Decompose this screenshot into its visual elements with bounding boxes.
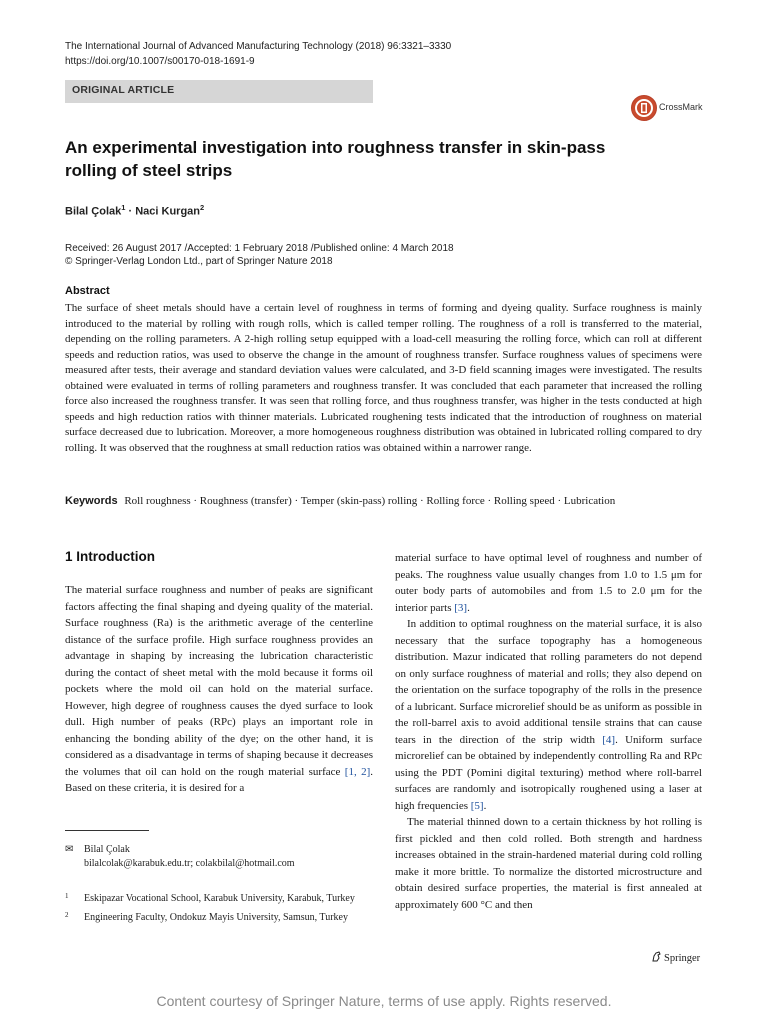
author-name[interactable]: Bilal Çolak	[65, 205, 122, 218]
affiliation-text: Engineering Faculty, Ondokuz Mayis University, Samsun, Turkey	[84, 912, 348, 923]
author-separator: ·	[125, 205, 136, 218]
affiliation-text: Eskipazar Vocational School, Karabuk University, Karabuk, Turkey	[84, 893, 355, 904]
keywords	[65, 495, 705, 507]
journal-citation: The International Journal of Advanced Manufacturing Technology (2018) 96:3321–3330	[65, 41, 452, 52]
publication-dates: Received: 26 August 2017 /Accepted: 1 February 2018 /Published online: 4 March 2018	[65, 243, 454, 254]
publisher-logo	[651, 951, 700, 964]
article-title: An experimental investigation into roughness transfer in skin-pass rolling of steel strips	[65, 138, 606, 180]
affiliation-number: 2	[65, 911, 69, 919]
corresponding-author	[65, 843, 295, 871]
affiliation-footnote	[65, 911, 348, 923]
author-list	[65, 203, 204, 218]
body-column-left	[65, 582, 373, 797]
citation-link[interactable]: [5]	[470, 799, 484, 812]
keywords-list: Roll roughness · Roughness (transfer) · Temper (skin-pass) rolling · Rolling force · Rolling speed · Lubrication	[124, 495, 616, 507]
affiliation-number: 1	[65, 892, 69, 900]
paragraph: The material surface roughness and number of peaks are significant factors affecting the final shaping and dyeing quality of the material. Surface roughness (Ra) is the arithmetic average of the centerline distance of the surface profile. High surface roughness provides an advantage in shaping by increasing the lubrication characteristic during the contact of sheet metal with the mold because it forms oil pockets where the mold oil can hold on the material surface. However, high degree of roughness causes the dyed surface to look dull. High number of peaks (RPc) plays an important role in enhancing the bonding ability of the dye; on the other hand, it is considered as a disadvantage in terms of shaping because it decreases the volumes that oil can hold on the rough material surface [1, 2]. Based on these criteria, it is desired for a	[65, 584, 373, 794]
paragraph: The material thinned down to a certain thickness by hot rolling is first pickled and then cold rolled. Both strength and hardness increases obtained in the strain-hardened material during cold rolling make it more brittle. To normalize the distorted microstructure and obtain desired surface properties, the material is first annealed at approximately 600 °C and then	[395, 816, 702, 911]
author-affiliation-marker: 2	[200, 203, 205, 212]
abstract-heading: Abstract	[65, 285, 110, 297]
affiliation-footnote	[65, 892, 355, 904]
envelope-icon: ✉	[65, 844, 74, 855]
courtesy-notice: Content courtesy of Springer Nature, terms of use apply. Rights reserved.	[156, 993, 612, 1009]
doi-link[interactable]: https://doi.org/10.1007/s00170-018-1691-9	[65, 56, 255, 67]
crossmark-icon	[631, 95, 657, 121]
citation-link[interactable]: [4]	[602, 733, 616, 746]
footnote-divider	[65, 830, 149, 831]
citation-link[interactable]: [1, 2]	[344, 765, 371, 778]
paragraph: material surface to have optimal level of roughness and number of peaks. The roughness value usually changes from 1.0 to 1.5 μm for outer body parts of automobiles and from 1.5 to 2.0 μm for the interior parts [3].	[395, 552, 702, 614]
publisher-name: Springer	[664, 953, 701, 964]
crossmark-label: CrossMark	[659, 102, 703, 112]
section-heading-introduction: 1 Introduction	[65, 549, 155, 564]
citation-link[interactable]: [3]	[454, 601, 468, 614]
contact-name: Bilal Çolak	[84, 844, 130, 855]
author-name[interactable]: Naci Kurgan	[135, 205, 200, 218]
author-affiliation-marker: 1	[121, 203, 126, 212]
springer-horse-icon	[651, 951, 662, 962]
abstract-text: The surface of sheet metals should have a certain level of roughness in terms of forming and dyeing quality. Surface roughness is mainly introduced to the material by rolling with rough rolls, which is called temper rolling. The roughness of a roll is transferred to the material, depending on the rolling parameters. A 2-high rolling setup equipped with a load-cell measuring the rolling force, which can roll at different speeds and reduction ratios, was used to observe the change in the amount of roughness transfer. Surface roughness values of specimens were measured after tests, their average and standard deviation values were calculated, and 3-D field scanning images were investigated. The results obtained were evaluated in terms of rolling parameters and roughness transfer. It was concluded that each parameter that increased the rolling force also increased the roughness transfer. It was seen that rolling force, and thus roughness transfer, was higher in the tests conducted at high speeds and high reduction ratios with thinner materials. Lubricated roughening tests indicated that the introduction of roughness on material surface decreased due to lubrication. Moreover, a more homogeneous roughness distribution was obtained in lubricated rolling compared to dry rolling. It was observed that the roughness at small reduction ratios was obtained within a narrower range.	[65, 302, 702, 454]
body-column-right	[395, 550, 702, 913]
paragraph: In addition to optimal roughness on the material surface, it is also necessary that the surface topography has a homogeneous distribution. Mazur indicated that rolling parameters do not depend on only surface roughness of material and rolls; they also depend on the orientation on the surface topography of the rolls in the presence of a lubricant. Surface microrelief should be as uniform as possible in the roll-barrel axis to avoid additional tensile strains that can cause tears in the direction of the strip width [4]. Uniform surface microrelief can be obtained by independently controlling Ra and RPc using the PDT (Pomini digital texturing) method where roll-barrel surfaces are randomly and isotropically roughened using a laser at high frequencies [5].	[395, 618, 702, 812]
contact-emails[interactable]: bilalcolak@karabuk.edu.tr; colakbilal@hotmail.com	[84, 858, 295, 869]
copyright-notice: © Springer-Verlag London Ltd., part of Springer Nature 2018	[65, 256, 333, 267]
keywords-label: Keywords	[65, 495, 118, 507]
article-type-label: ORIGINAL ARTICLE	[72, 84, 175, 96]
crossmark-badge[interactable]	[631, 95, 703, 121]
